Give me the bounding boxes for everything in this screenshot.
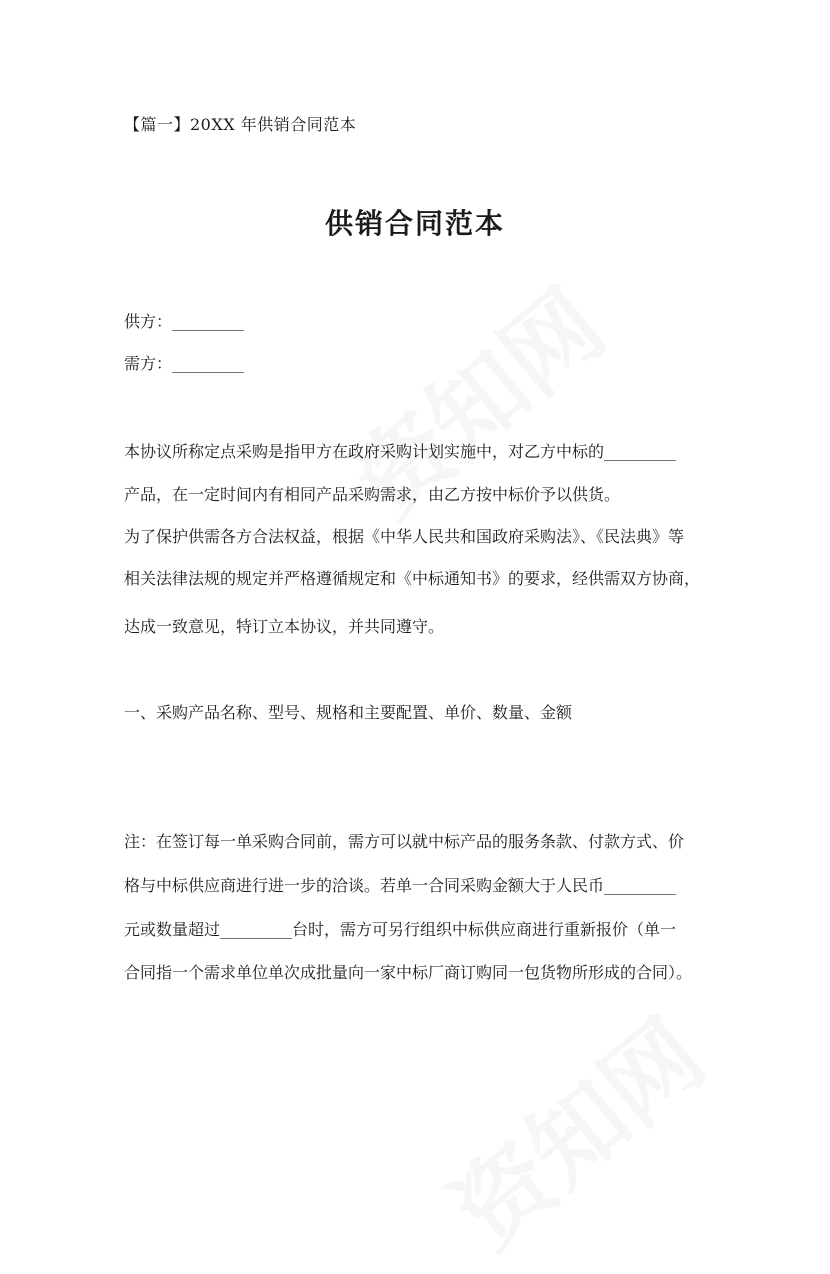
note-line: 元或数量超过_________台时，需方可另行组织中标供应商进行重新报价（单一 — [124, 920, 677, 939]
intro-line: 相关法律法规的规定并严格遵循规定和《中标通知书》的要求，经供需双方协商， — [124, 569, 701, 588]
section-heading: 一、采购产品名称、型号、规格和主要配置、单价、数量、金额 — [124, 703, 573, 722]
note-line: 合同指一个需求单位单次成批量向一家中标厂商订购同一包货物所形成的合同）。 — [124, 963, 693, 982]
article-label: 【篇一】20XX 年供销合同范本 — [124, 115, 357, 134]
supplier-line: 供方：_________ — [124, 312, 245, 331]
buyer-line: 需方：_________ — [124, 354, 245, 373]
document-title: 供销合同范本 — [324, 207, 505, 240]
intro-line: 产品，在一定时间内有相同产品采购需求，由乙方按中标价予以供货。 — [124, 485, 621, 504]
watermark — [420, 983, 729, 1273]
intro-line: 为了保护供需各方合法权益，根据《中华人民共和国政府采购法》、《民法典》等 — [124, 527, 685, 546]
intro-line: 本协议所称定点采购是指甲方在政府采购计划实施中，对乙方中标的_________ — [124, 442, 677, 461]
note-line: 注：在签订每一单采购合同前，需方可以就中标产品的服务条款、付款方式、价 — [124, 832, 685, 851]
intro-line: 达成一致意见，特订立本协议，并共同遵守。 — [124, 617, 445, 636]
note-line: 格与中标供应商进行进一步的洽谈。若单一合同采购金额大于人民币_________ — [124, 876, 677, 895]
